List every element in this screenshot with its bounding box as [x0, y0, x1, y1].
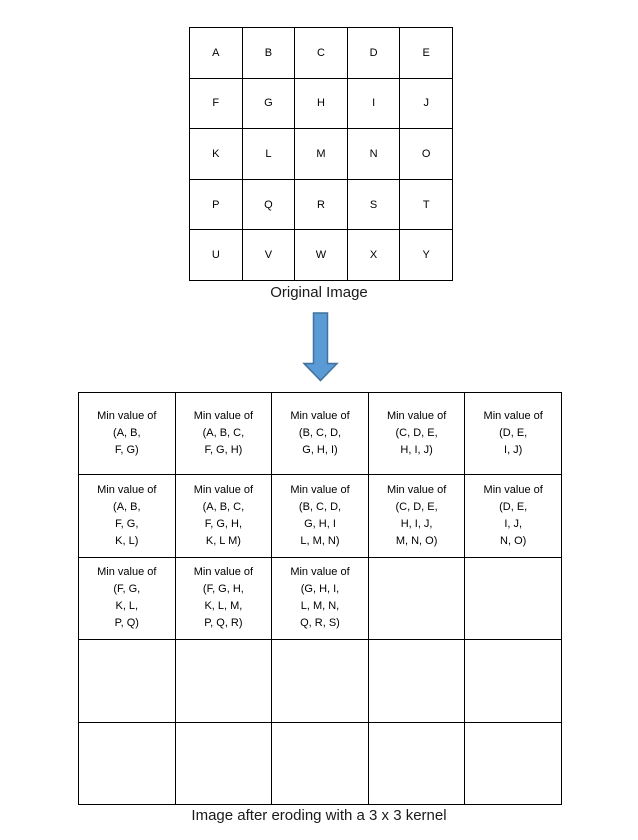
eroded-cell-r2c2: [176, 475, 273, 557]
original-image-label: Original Image: [270, 284, 368, 301]
eroded-cell-r3c2: [176, 558, 273, 640]
eroded-cell-text-line: (D, E,: [499, 501, 528, 514]
eroded-cell-text-line: P, Q): [114, 617, 139, 630]
eroded-cell-text-line: Min value of: [193, 566, 254, 579]
eroded-cell-text-line: Min value of: [386, 484, 447, 497]
eroded-cell-text-line: F, G,: [115, 518, 139, 531]
eroded-cell-text-line: K, L,: [115, 600, 139, 613]
original-cell-D: D: [348, 28, 401, 79]
eroded-cell-text-line: Min value of: [193, 410, 254, 423]
eroded-cell-text-line: Min value of: [483, 410, 543, 423]
eroded-cell-text-line: (F, G,: [113, 583, 141, 596]
eroded-cell-text-line: F, G, H,: [204, 518, 243, 531]
eroded-cell-text-line: K, L M): [205, 535, 241, 548]
original-image-grid: [189, 27, 453, 281]
eroded-cell-r4c1: [79, 640, 176, 722]
eroded-cell-r5c1: [79, 723, 176, 805]
original-cell-F: F: [190, 79, 243, 130]
original-cell-P: P: [190, 180, 243, 231]
original-cell-N: N: [348, 129, 401, 180]
eroded-cell-text-line: (A, B,: [113, 427, 141, 440]
down-arrow-icon: [302, 312, 339, 382]
eroded-cell-r2c3: [272, 475, 369, 557]
eroded-cell-text-line: (A, B, C,: [202, 501, 245, 514]
original-cell-H: H: [295, 79, 348, 130]
eroded-cell-r1c2: [176, 393, 273, 475]
eroded-cell-text-line: I, J): [504, 444, 523, 457]
eroded-cell-text-line: Min value of: [483, 484, 543, 497]
eroded-cell-r1c5: [465, 393, 562, 475]
eroded-cell-r4c3: [272, 640, 369, 722]
eroded-cell-text-line: Q, R, S): [300, 617, 340, 630]
original-cell-I: I: [348, 79, 401, 130]
eroded-cell-text-line: K, L, M,: [204, 600, 243, 613]
eroded-cell-r5c4: [369, 723, 466, 805]
eroded-cell-r4c2: [176, 640, 273, 722]
original-cell-W: W: [295, 230, 348, 281]
original-cell-E: E: [400, 28, 453, 79]
eroded-cell-r3c5: [465, 558, 562, 640]
original-cell-S: S: [348, 180, 401, 231]
eroded-cell-text-line: Min value of: [97, 566, 157, 579]
eroded-cell-r5c2: [176, 723, 273, 805]
eroded-cell-text-line: I, J,: [504, 518, 523, 531]
eroded-cell-text-line: Min value of: [193, 484, 254, 497]
eroded-cell-r2c5: [465, 475, 562, 557]
eroded-cell-text-line: (A, B,: [113, 501, 141, 514]
eroded-cell-text-line: Min value of: [290, 410, 350, 423]
eroded-cell-text-line: (C, D, E,: [395, 501, 438, 514]
original-cell-L: L: [243, 129, 296, 180]
eroded-cell-text-line: Min value of: [386, 410, 447, 423]
eroded-cell-text-line: M, N, O): [395, 535, 438, 548]
eroded-cell-text-line: Min value of: [290, 484, 350, 497]
eroded-cell-text-line: (A, B, C,: [202, 427, 245, 440]
original-cell-C: C: [295, 28, 348, 79]
eroded-cell-r1c4: [369, 393, 466, 475]
eroded-cell-text-line: Min value of: [290, 566, 350, 579]
eroded-cell-r3c4: [369, 558, 466, 640]
original-cell-J: J: [400, 79, 453, 130]
eroded-cell-text-line: (B, C, D,: [298, 427, 342, 440]
eroded-cell-text-line: N, O): [500, 535, 527, 548]
original-cell-O: O: [400, 129, 453, 180]
eroded-cell-text-line: (B, C, D,: [298, 501, 342, 514]
eroded-cell-r3c1: [79, 558, 176, 640]
eroded-cell-r2c1: [79, 475, 176, 557]
original-cell-U: U: [190, 230, 243, 281]
eroded-cell-r1c1: [79, 393, 176, 475]
eroded-cell-text-line: G, H, I): [302, 444, 338, 457]
original-cell-Q: Q: [243, 180, 296, 231]
eroded-cell-r1c3: [272, 393, 369, 475]
original-cell-M: M: [295, 129, 348, 180]
eroded-cell-text-line: (F, G, H,: [202, 583, 244, 596]
eroded-cell-r4c4: [369, 640, 466, 722]
original-cell-A: A: [190, 28, 243, 79]
eroded-cell-r4c5: [465, 640, 562, 722]
eroded-cell-text-line: (G, H, I,: [300, 583, 340, 596]
eroded-image-label: Image after eroding with a 3 x 3 kernel: [191, 807, 447, 824]
original-cell-V: V: [243, 230, 296, 281]
eroded-cell-r5c3: [272, 723, 369, 805]
eroded-image-grid: [78, 392, 562, 805]
eroded-cell-text-line: H, I, J): [400, 444, 433, 457]
eroded-cell-text-line: Min value of: [97, 410, 157, 423]
eroded-cell-text-line: G, H, I: [304, 518, 336, 531]
eroded-cell-r5c5: [465, 723, 562, 805]
original-cell-G: G: [243, 79, 296, 130]
original-cell-Y: Y: [400, 230, 453, 281]
eroded-cell-text-line: P, Q, R): [204, 617, 243, 630]
eroded-cell-text-line: Min value of: [97, 484, 157, 497]
eroded-cell-text-line: K, L): [115, 535, 139, 548]
eroded-cell-text-line: (D, E,: [499, 427, 528, 440]
eroded-cell-text-line: H, I, J,: [400, 518, 433, 531]
original-cell-R: R: [295, 180, 348, 231]
original-cell-T: T: [400, 180, 453, 231]
eroded-cell-text-line: F, G, H): [204, 444, 243, 457]
eroded-cell-text-line: F, G): [114, 444, 139, 457]
eroded-cell-r2c4: [369, 475, 466, 557]
eroded-cell-text-line: L, M, N,: [300, 600, 340, 613]
eroded-cell-text-line: (C, D, E,: [395, 427, 438, 440]
original-cell-K: K: [190, 129, 243, 180]
original-cell-B: B: [243, 28, 296, 79]
original-cell-X: X: [348, 230, 401, 281]
eroded-cell-r3c3: [272, 558, 369, 640]
eroded-cell-text-line: L, M, N): [300, 535, 340, 548]
